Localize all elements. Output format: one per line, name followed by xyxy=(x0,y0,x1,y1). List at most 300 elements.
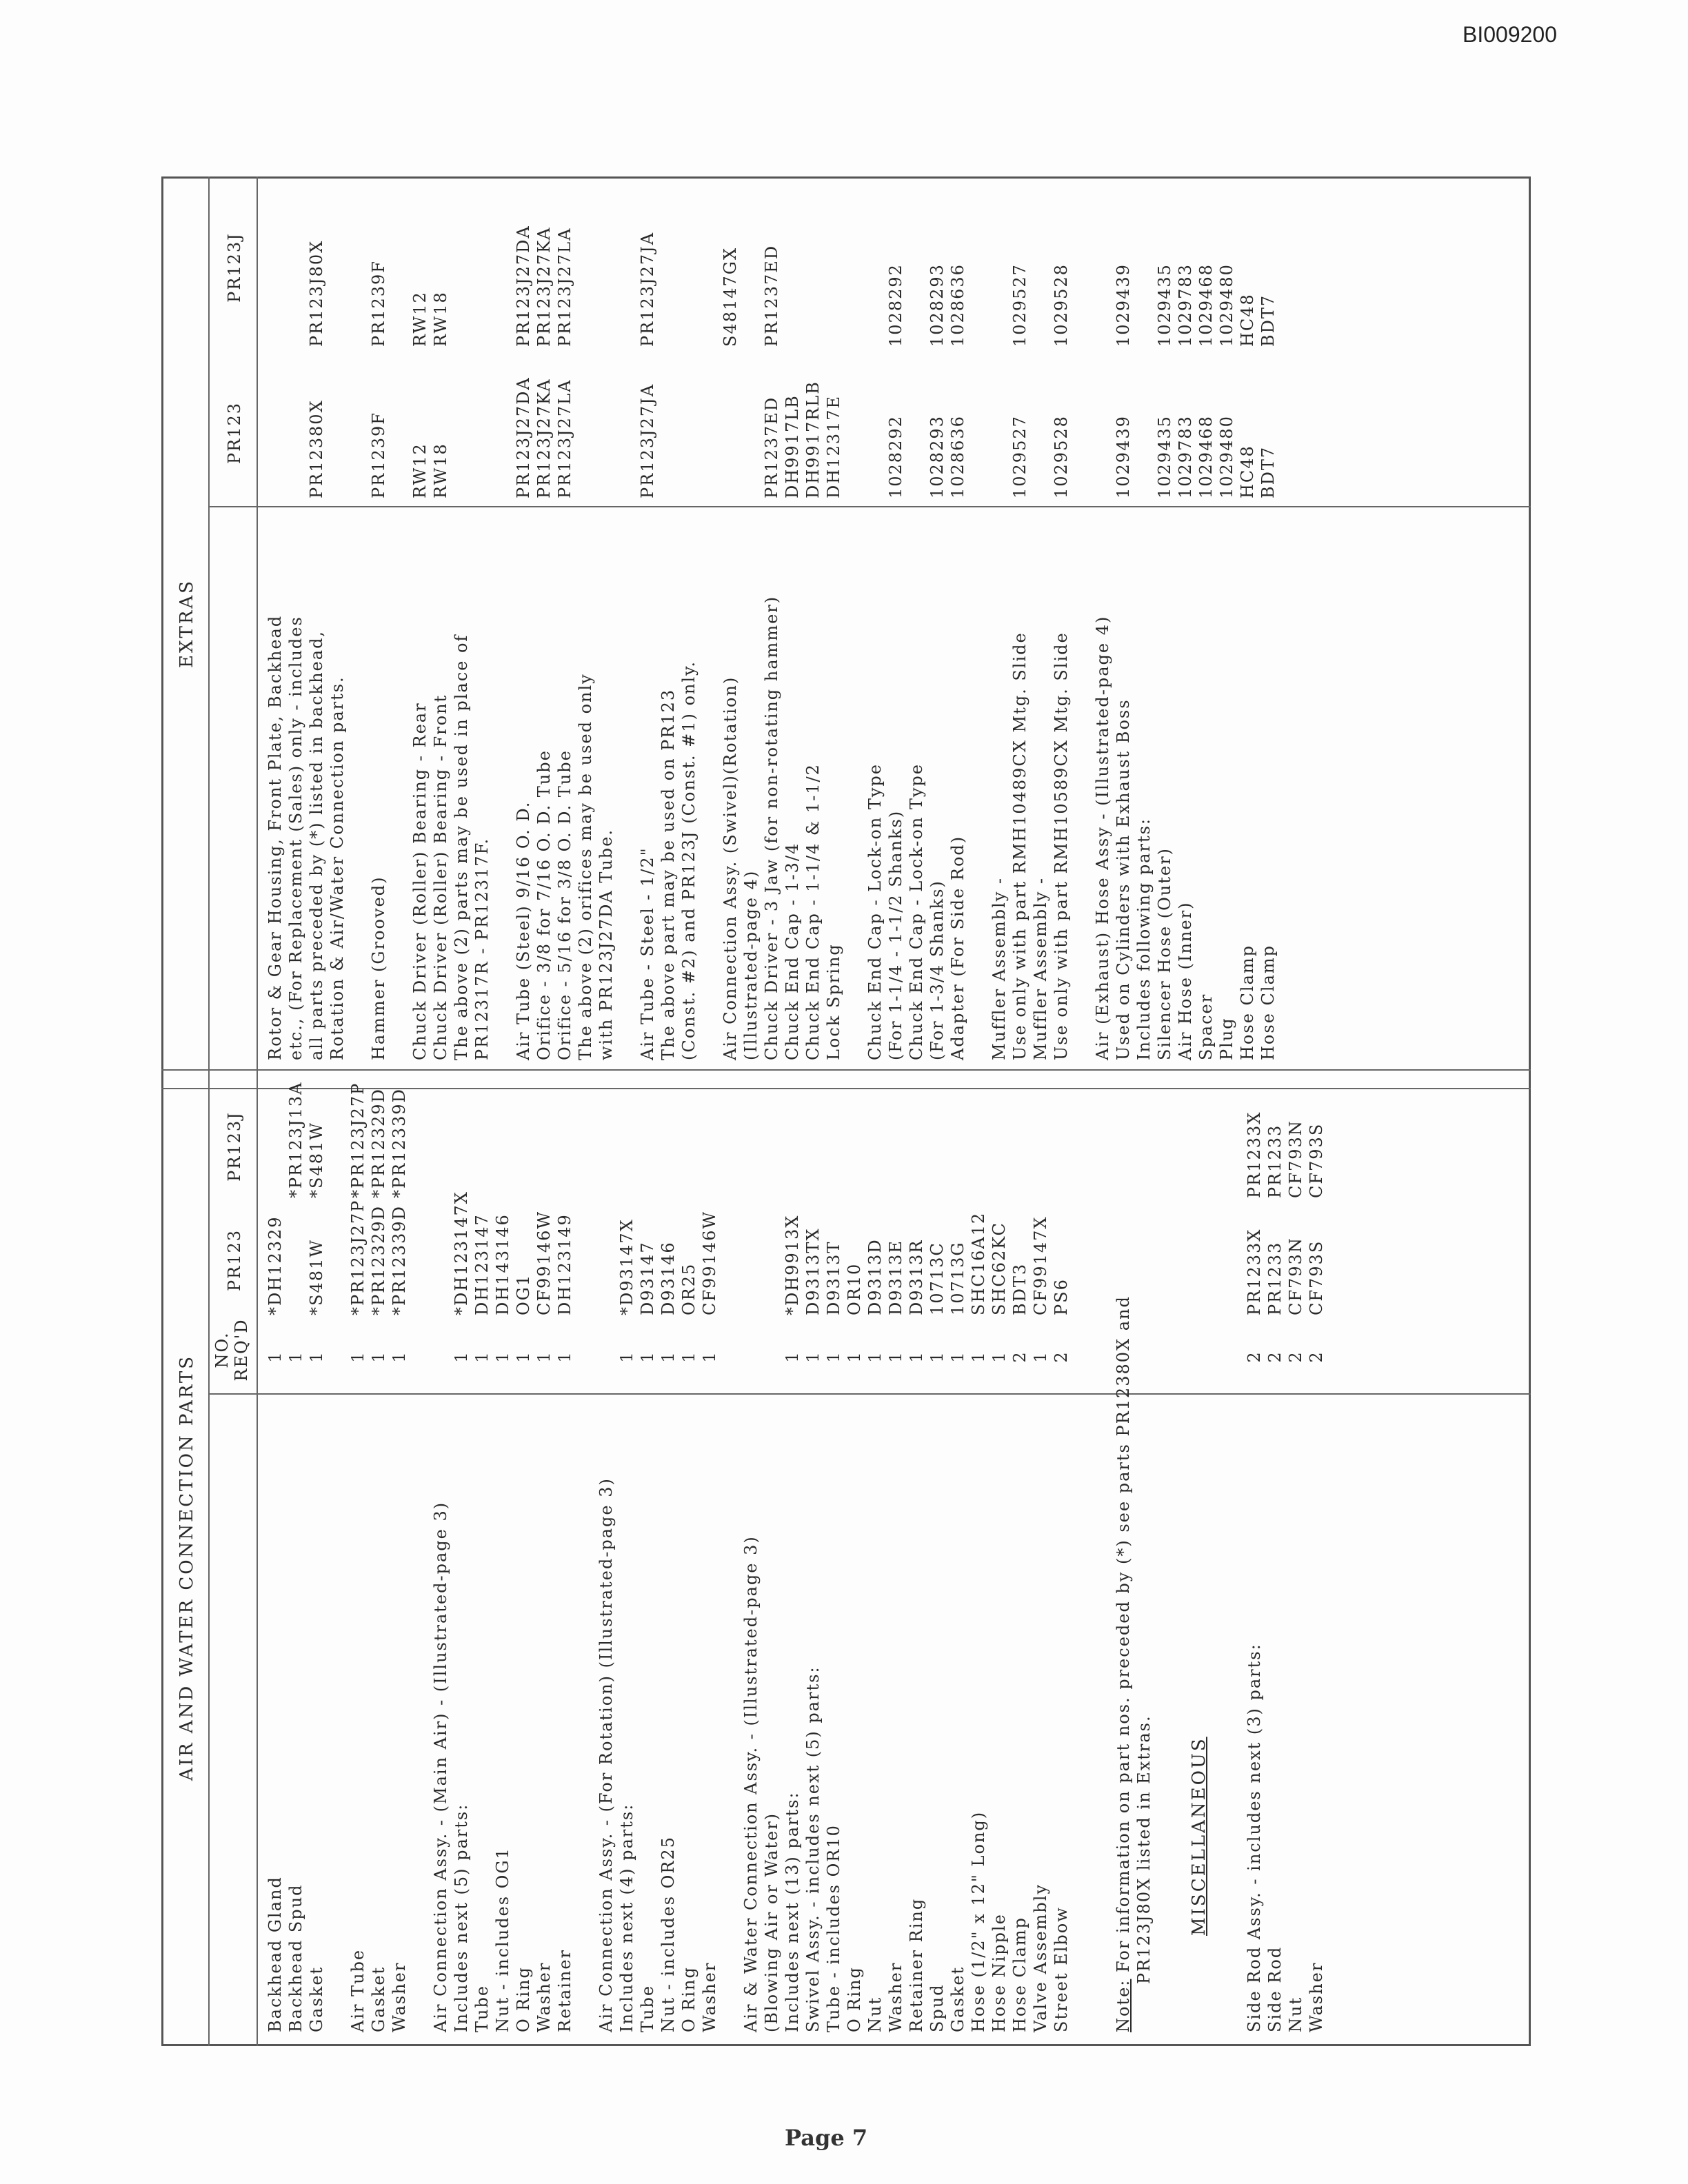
l-pr123j-cell xyxy=(720,1095,741,1198)
r-pr123-cell xyxy=(968,361,989,498)
l-qty-cell: 1 xyxy=(948,1351,967,1363)
l-pr123-cell: OR10 xyxy=(845,1262,864,1315)
r-desc-cell: (For 1-1/4 - 1-1/2 Shanks) xyxy=(886,809,905,1060)
r-pr123j-cell xyxy=(327,181,348,347)
l-desc-cell: Street Elbow xyxy=(1052,1906,1071,2032)
r-pr123-cell: HC48 xyxy=(1238,445,1257,498)
r-desc-cell: Air (Exhaust) Hose Assy - (Illustrated-page 4) xyxy=(1093,615,1112,1060)
left-description-column xyxy=(265,1398,1072,2032)
l-desc-cell: Air Connection Assy. - (For Rotation) (Illustrated-page 3) xyxy=(596,1477,616,2032)
l-desc-cell: Nut - includes OR25 xyxy=(659,1836,678,2032)
right-pr123-column xyxy=(265,361,1278,498)
l-pr123-cell: OR25 xyxy=(679,1262,699,1315)
l-desc-cell: O Ring xyxy=(514,1966,533,2032)
r-pr123-cell: DH9917LB xyxy=(783,394,802,498)
page-number: Page 7 xyxy=(785,2125,868,2151)
r-desc-cell: Hose Clamp xyxy=(1258,944,1278,1060)
l-pr123-cell: CF99146W xyxy=(700,1210,719,1315)
l-pr123j-cell xyxy=(513,1095,534,1198)
l-desc-cell: Washer xyxy=(700,1961,719,2032)
l-qty-cell: 1 xyxy=(679,1351,699,1363)
header-no-reqd xyxy=(212,1315,251,1384)
l-qty-cell: 1 xyxy=(989,1351,1009,1363)
note-block xyxy=(1113,1095,1154,2032)
l-desc-cell: Hose (1/2" x 12" Long) xyxy=(969,1810,988,2032)
m-qty-cell: 2 xyxy=(1265,1351,1285,1363)
l-qty-cell: 1 xyxy=(659,1351,678,1363)
r-pr123j-cell xyxy=(265,181,285,347)
l-pr123-cell xyxy=(410,1205,430,1315)
left-qty-column xyxy=(265,1329,1072,1384)
r-desc-cell: Chuck End Cap - 1-3/4 xyxy=(783,842,802,1060)
r-pr123j-cell: RW12 xyxy=(410,291,430,347)
misc-pr123-column xyxy=(1244,1205,1327,1315)
r-pr123-cell xyxy=(1134,361,1154,498)
section-title-extras: EXTRAS xyxy=(177,579,197,668)
l-pr123j-cell xyxy=(327,1095,348,1198)
l-pr123j-cell: *PR123J13A xyxy=(286,1081,305,1198)
l-pr123-cell: SHC62KC xyxy=(989,1222,1009,1315)
r-pr123j-cell xyxy=(616,181,637,347)
r-pr123j-cell xyxy=(741,181,761,347)
right-description-column xyxy=(265,509,1278,1060)
r-pr123-cell xyxy=(616,361,637,498)
l-pr123j-cell xyxy=(554,1095,575,1198)
l-desc-cell: Includes next (4) parts: xyxy=(617,1803,636,2032)
l-desc-cell: Tube xyxy=(638,1984,657,2032)
l-desc-cell: Tube - includes OR10 xyxy=(824,1824,843,2032)
r-pr123-cell: 1028292 xyxy=(886,415,905,498)
r-desc-cell: Silencer Hose (Outer) xyxy=(1155,847,1174,1060)
r-desc-cell: Air Connection Assy. (Swivel)(Rotation) xyxy=(721,676,740,1060)
l-pr123-cell: CF99146W xyxy=(534,1210,554,1315)
l-qty-cell: 1 xyxy=(845,1351,864,1363)
r-desc-cell: Used on Cylinders with Exhaust Boss xyxy=(1114,698,1133,1060)
m-qty-cell: 2 xyxy=(1286,1351,1305,1363)
r-desc-cell: The above part may be used on PR123 xyxy=(659,688,678,1060)
l-qty-cell: 1 xyxy=(865,1351,885,1363)
l-pr123-cell: *D93147X xyxy=(617,1218,636,1315)
r-desc-cell: Chuck Driver - 3 Jaw (for non-rotating hammer) xyxy=(762,595,781,1060)
l-qty-cell: 1 xyxy=(638,1351,657,1363)
l-pr123j-cell: *PR12329D xyxy=(369,1088,388,1198)
l-qty-cell xyxy=(761,1329,782,1384)
r-pr123j-cell: RW18 xyxy=(431,291,450,347)
r-desc-cell: Rotor & Gear Housing, Front Plate, Backhead xyxy=(265,614,285,1060)
m-pr123-cell: CF793S xyxy=(1307,1240,1326,1315)
r-pr123-cell xyxy=(844,361,865,498)
l-qty-cell: 1 xyxy=(390,1351,409,1363)
l-pr123-cell: *DH12329 xyxy=(265,1215,285,1315)
r-pr123-cell xyxy=(658,361,679,498)
r-pr123j-cell: 1029528 xyxy=(1052,263,1071,347)
r-desc-cell xyxy=(492,509,513,1060)
l-pr123-cell: *PR12339D xyxy=(390,1205,409,1315)
r-pr123-cell: DH9917RLB xyxy=(803,381,823,498)
l-pr123j-cell xyxy=(865,1095,885,1198)
r-pr123-cell xyxy=(472,361,492,498)
l-qty-cell xyxy=(410,1329,430,1384)
r-pr123-cell xyxy=(327,361,348,498)
r-pr123-cell xyxy=(575,361,596,498)
r-desc-cell: with PR123J27DA Tube. xyxy=(596,829,616,1060)
r-pr123-cell: PR123J27DA xyxy=(514,376,533,498)
l-qty-cell xyxy=(430,1329,451,1384)
r-pr123j-cell xyxy=(1072,181,1092,347)
l-pr123j-cell xyxy=(1009,1095,1030,1198)
l-pr123j-cell: *PR123J27P xyxy=(348,1082,368,1198)
r-pr123-cell xyxy=(1030,361,1051,498)
r-desc-cell xyxy=(348,509,368,1060)
l-desc-cell: Nut - includes OG1 xyxy=(493,1847,512,2032)
l-pr123j-cell xyxy=(658,1095,679,1198)
l-desc-cell: Washer xyxy=(390,1961,409,2032)
l-pr123-cell: *PR123J27P xyxy=(348,1199,368,1315)
r-pr123j-cell xyxy=(575,181,596,347)
l-qty-cell: 1 xyxy=(783,1351,802,1363)
col-divider-right-pr123 xyxy=(208,506,1531,507)
r-pr123-cell: PR1239F xyxy=(369,412,388,498)
l-pr123-cell: CF99147X xyxy=(1031,1215,1050,1315)
r-pr123-cell: 1028636 xyxy=(948,415,967,498)
l-desc-cell: (Blowing Air or Water) xyxy=(762,1812,781,2032)
r-desc-cell: Muffler Assembly - xyxy=(1031,876,1050,1060)
m-pr123j-cell: CF793S xyxy=(1307,1122,1326,1198)
r-pr123-cell: RW18 xyxy=(431,443,450,498)
r-desc-cell: Lock Spring xyxy=(824,943,843,1060)
r-pr123j-cell xyxy=(658,181,679,347)
l-pr123-cell: D93146 xyxy=(659,1241,678,1315)
r-pr123j-cell xyxy=(1092,181,1113,347)
l-pr123j-cell xyxy=(265,1095,285,1198)
r-pr123j-cell xyxy=(906,181,927,347)
r-pr123j-cell: 1029480 xyxy=(1217,263,1236,347)
l-pr123j-cell xyxy=(699,1095,720,1198)
l-pr123j-cell xyxy=(637,1095,658,1198)
l-pr123j-cell xyxy=(679,1095,699,1198)
l-desc-cell: Nut xyxy=(865,1996,885,2032)
r-pr123-cell xyxy=(389,361,410,498)
r-pr123j-cell: 1028292 xyxy=(886,263,905,347)
r-desc-cell: Chuck Driver (Roller) Bearing - Front xyxy=(431,694,450,1060)
l-pr123j-cell xyxy=(968,1095,989,1198)
r-pr123-cell xyxy=(348,361,368,498)
l-desc-cell: Air & Water Connection Assy. - (Illustrated-page 3) xyxy=(741,1535,761,2032)
r-pr123j-cell xyxy=(803,181,823,347)
r-desc-cell: Orifice - 5/16 for 3/8 O. D. Tube xyxy=(555,749,574,1060)
l-qty-cell xyxy=(720,1329,741,1384)
r-desc-cell: Orifice - 3/8 for 7/16 O. D. Tube xyxy=(534,749,554,1060)
r-desc-cell xyxy=(844,509,865,1060)
l-qty-cell: 2 xyxy=(1010,1351,1029,1363)
l-desc-cell: Spud xyxy=(927,1983,947,2032)
section-title-air-water: AIR AND WATER CONNECTION PARTS xyxy=(177,1354,197,1781)
l-pr123-cell: OG1 xyxy=(514,1273,533,1315)
l-desc-cell: Gasket xyxy=(369,1965,388,2032)
r-pr123j-cell: BDT7 xyxy=(1258,294,1278,347)
r-pr123-cell: 1029527 xyxy=(1010,415,1029,498)
m-pr123j-cell: PR1233 xyxy=(1265,1124,1285,1198)
r-pr123-cell xyxy=(699,361,720,498)
l-pr123-cell: D93147 xyxy=(638,1241,657,1315)
r-pr123j-cell: PR1239F xyxy=(369,260,388,347)
l-qty-cell: 1 xyxy=(348,1351,368,1363)
l-pr123j-cell xyxy=(575,1095,596,1198)
r-desc-cell: etc., (For Replacement (Sales) only - includes xyxy=(286,616,305,1060)
l-desc-cell: Washer xyxy=(886,1961,905,2032)
r-pr123-cell: PR1237ED xyxy=(762,396,781,498)
misc-pr123j-column xyxy=(1244,1095,1327,1198)
l-desc-cell: O Ring xyxy=(679,1966,699,2032)
m-pr123-cell: PR1233 xyxy=(1265,1241,1285,1315)
r-pr123-cell xyxy=(596,361,616,498)
r-desc-cell xyxy=(389,509,410,1060)
r-desc-cell: Chuck Driver (Roller) Bearing - Rear xyxy=(410,702,430,1060)
l-pr123-cell xyxy=(430,1205,451,1315)
r-pr123j-cell xyxy=(699,181,720,347)
r-pr123-cell xyxy=(989,361,1009,498)
r-pr123j-cell xyxy=(782,181,803,347)
l-pr123-cell xyxy=(761,1205,782,1315)
l-qty-cell: 1 xyxy=(700,1351,719,1363)
r-pr123j-cell: HC48 xyxy=(1238,293,1257,347)
r-pr123-cell: 1029468 xyxy=(1196,415,1216,498)
l-pr123-cell: *PR12329D xyxy=(369,1205,388,1315)
r-pr123j-cell: 1029439 xyxy=(1114,263,1133,347)
l-desc-cell xyxy=(327,1398,348,2032)
l-pr123-cell: *DH9913X xyxy=(783,1214,802,1315)
l-pr123j-cell xyxy=(451,1095,472,1198)
l-desc-cell: Gasket xyxy=(307,1965,326,2032)
l-desc-cell: Includes next (13) parts: xyxy=(783,1791,802,2032)
l-desc-cell: Valve Assembly xyxy=(1031,1883,1050,2032)
r-pr123j-cell xyxy=(968,181,989,347)
r-pr123j-cell: 1029468 xyxy=(1196,263,1216,347)
r-desc-cell: Rotation & Air/Water Connection parts. xyxy=(328,676,347,1060)
l-qty-cell xyxy=(575,1329,596,1384)
r-pr123j-cell xyxy=(472,181,492,347)
misc-qty-column xyxy=(1244,1329,1327,1384)
r-desc-cell: Use only with part RMH10589CX Mtg. Slide xyxy=(1052,631,1071,1060)
l-desc-cell: Retainer Ring xyxy=(907,1897,926,2032)
l-qty-cell: 1 xyxy=(927,1351,947,1363)
l-qty-cell: 1 xyxy=(472,1351,492,1363)
header-pr123-left: PR123 xyxy=(225,1228,244,1292)
r-desc-cell: (Illustrated-page 4) xyxy=(741,869,761,1060)
l-qty-cell: 1 xyxy=(617,1351,636,1363)
header-pr123-right: PR123 xyxy=(225,401,244,465)
l-pr123j-cell xyxy=(1030,1095,1051,1198)
l-pr123-cell: D9313E xyxy=(886,1240,905,1315)
r-desc-cell: The above (2) parts may be used in place of xyxy=(452,634,471,1060)
r-desc-cell: Air Tube - Steel - 1/2" xyxy=(638,847,657,1060)
l-desc-cell: Retainer xyxy=(555,1948,574,2032)
r-desc-cell: Use only with part RMH10489CX Mtg. Slide xyxy=(1010,631,1029,1060)
l-pr123-cell xyxy=(285,1205,306,1315)
r-desc-cell xyxy=(1072,509,1092,1060)
r-pr123j-cell xyxy=(989,181,1009,347)
r-pr123j-cell xyxy=(844,181,865,347)
r-pr123-cell xyxy=(865,361,885,498)
l-pr123j-cell xyxy=(844,1095,865,1198)
r-pr123j-cell xyxy=(679,181,699,347)
r-pr123-cell: 1029435 xyxy=(1155,415,1174,498)
r-pr123j-cell xyxy=(285,181,306,347)
l-qty-cell: 1 xyxy=(493,1351,512,1363)
l-pr123-cell: BDT3 xyxy=(1010,1262,1029,1315)
m-pr123j-cell: CF793N xyxy=(1286,1120,1305,1198)
col-divider-left-qty xyxy=(208,1393,1531,1395)
r-pr123-cell xyxy=(906,361,927,498)
l-pr123j-cell xyxy=(782,1095,803,1198)
l-desc-cell: O Ring xyxy=(845,1966,864,2032)
r-desc-cell: The above (2) orifices may be used only xyxy=(576,673,595,1060)
l-pr123-cell: 10713C xyxy=(927,1242,947,1315)
l-qty-cell: 1 xyxy=(803,1351,823,1363)
r-desc-cell: Air Tube (Steel) 9/16 O. D. xyxy=(514,800,533,1060)
r-pr123-cell: PR123J27LA xyxy=(555,378,574,498)
r-desc-cell: Air Hose (Inner) xyxy=(1176,901,1195,1060)
r-pr123j-cell: 1029783 xyxy=(1176,263,1195,347)
r-pr123j-cell xyxy=(1030,181,1051,347)
l-pr123j-cell xyxy=(534,1095,554,1198)
r-pr123-cell: BDT7 xyxy=(1258,445,1278,498)
r-pr123j-cell xyxy=(492,181,513,347)
l-pr123-cell: DH143146 xyxy=(493,1213,512,1315)
r-desc-cell: Includes following parts: xyxy=(1134,817,1154,1060)
r-desc-cell xyxy=(699,509,720,1060)
l-pr123-cell: D9313D xyxy=(865,1238,885,1315)
r-desc-cell: Chuck End Cap - Lock-on Type xyxy=(907,763,926,1060)
r-pr123j-cell xyxy=(1134,181,1154,347)
l-qty-cell: 1 xyxy=(307,1351,326,1363)
m-desc-cell: Side Rod xyxy=(1265,1945,1285,2032)
m-pr123j-cell: PR1233X xyxy=(1245,1111,1264,1198)
r-pr123j-cell: PR123J27KA xyxy=(534,226,554,347)
l-desc-cell xyxy=(410,1398,430,2032)
header-pr123j-right: PR123J xyxy=(225,232,244,303)
r-pr123-cell xyxy=(285,361,306,498)
l-pr123-cell xyxy=(596,1205,616,1315)
title-row-divider xyxy=(208,176,210,2046)
r-pr123j-cell: PR123J27LA xyxy=(555,227,574,347)
m-pr123-cell: CF793N xyxy=(1286,1237,1305,1315)
misc-title: MISCELLANEOUS xyxy=(1189,1737,1209,1936)
r-desc-cell: all parts preceded by (*) listed in backhead, xyxy=(307,629,326,1060)
l-desc-cell: Backhead Spud xyxy=(286,1883,305,2032)
r-pr123j-cell: PR1237ED xyxy=(762,244,781,347)
l-qty-cell xyxy=(596,1329,616,1384)
left-pr123-column xyxy=(265,1191,1072,1315)
l-qty-cell: 2 xyxy=(1052,1351,1071,1363)
m-desc-cell: Nut xyxy=(1286,1996,1305,2032)
l-desc-cell: Includes next (5) parts: xyxy=(452,1803,471,2032)
l-pr123j-cell xyxy=(616,1095,637,1198)
l-pr123j-cell xyxy=(472,1095,492,1198)
r-desc-cell: Spacer xyxy=(1196,993,1216,1060)
r-pr123-cell: PR123J27KA xyxy=(534,378,554,498)
r-pr123-cell: 1029480 xyxy=(1217,415,1236,498)
l-pr123-cell: PS6 xyxy=(1052,1278,1071,1315)
r-pr123j-cell xyxy=(389,181,410,347)
l-qty-cell: 1 xyxy=(452,1351,471,1363)
r-desc-cell: Adapter (For Side Rod) xyxy=(948,835,967,1060)
header-pr123j-left: PR123J xyxy=(225,1111,244,1182)
l-pr123j-cell xyxy=(410,1095,430,1198)
r-pr123-cell xyxy=(451,361,472,498)
l-pr123-cell: D9313R xyxy=(907,1239,926,1315)
l-desc-cell: Hose Nipple xyxy=(989,1913,1009,2032)
l-pr123-cell: *DH123147X xyxy=(452,1191,471,1315)
l-qty-cell: 1 xyxy=(824,1351,843,1363)
r-pr123-cell xyxy=(1072,361,1092,498)
r-pr123-cell: 1029783 xyxy=(1176,415,1195,498)
misc-description-column xyxy=(1244,1398,1327,2032)
r-desc-cell: (Const. #2) and PR123J (Const. #1) only. xyxy=(679,660,699,1060)
r-desc-cell xyxy=(616,509,637,1060)
l-desc-cell: Swivel Assy. - includes next (5) parts: xyxy=(803,1666,823,2032)
l-qty-cell: 1 xyxy=(514,1351,533,1363)
r-pr123-cell: 1028293 xyxy=(927,415,947,498)
note-line-2: PR123J80X listed in Extras. xyxy=(1134,1715,1154,1984)
r-desc-cell xyxy=(968,509,989,1060)
l-pr123j-cell xyxy=(761,1095,782,1198)
document-id: BI009200 xyxy=(1462,22,1557,47)
l-pr123-cell: D9313T xyxy=(824,1240,843,1315)
m-qty-cell: 2 xyxy=(1245,1351,1264,1363)
left-pr123j-column xyxy=(265,1081,1072,1198)
rotated-parts-table xyxy=(161,176,1531,2046)
l-desc-cell: Washer xyxy=(534,1961,554,2032)
l-desc-cell xyxy=(720,1398,741,2032)
l-desc-cell xyxy=(575,1398,596,2032)
l-pr123j-cell xyxy=(596,1095,616,1198)
r-pr123-cell xyxy=(1092,361,1113,498)
m-desc-cell: Side Rod Assy. - includes next (3) parts: xyxy=(1245,1643,1264,2032)
l-pr123j-cell xyxy=(947,1095,968,1198)
note-label: Note: xyxy=(1114,1979,1133,2032)
r-desc-cell: Plug xyxy=(1217,1017,1236,1060)
l-qty-cell: 1 xyxy=(534,1351,554,1363)
l-pr123-cell: 10713G xyxy=(948,1241,967,1315)
l-qty-cell: 1 xyxy=(555,1351,574,1363)
l-pr123j-cell: *PR12339D xyxy=(390,1088,409,1198)
r-desc-cell: Muffler Assembly - xyxy=(989,876,1009,1060)
l-pr123-cell xyxy=(720,1205,741,1315)
l-desc-cell: Gasket xyxy=(948,1965,967,2032)
right-pr123j-column xyxy=(265,181,1278,347)
note-line-1: For information on part nos. preceded by (*) see parts PR12380X and xyxy=(1114,1295,1133,1972)
l-qty-cell: 1 xyxy=(1031,1351,1050,1363)
r-pr123j-cell xyxy=(823,181,844,347)
l-pr123j-cell xyxy=(803,1095,823,1198)
m-qty-cell: 2 xyxy=(1307,1351,1326,1363)
l-qty-cell xyxy=(741,1329,761,1384)
r-pr123j-cell xyxy=(451,181,472,347)
r-pr123-cell xyxy=(492,361,513,498)
r-pr123-cell xyxy=(679,361,699,498)
l-pr123-cell xyxy=(327,1205,348,1315)
l-pr123-cell: *S481W xyxy=(307,1239,326,1315)
r-pr123j-cell xyxy=(865,181,885,347)
l-pr123-cell: D9313TX xyxy=(803,1227,823,1315)
l-desc-cell: Tube xyxy=(472,1984,492,2032)
m-desc-cell: Washer xyxy=(1307,1961,1326,2032)
r-pr123j-cell: 1028293 xyxy=(927,263,947,347)
l-pr123j-cell: *S481W xyxy=(307,1122,326,1198)
r-pr123j-cell xyxy=(348,181,368,347)
l-qty-cell: 1 xyxy=(369,1351,388,1363)
